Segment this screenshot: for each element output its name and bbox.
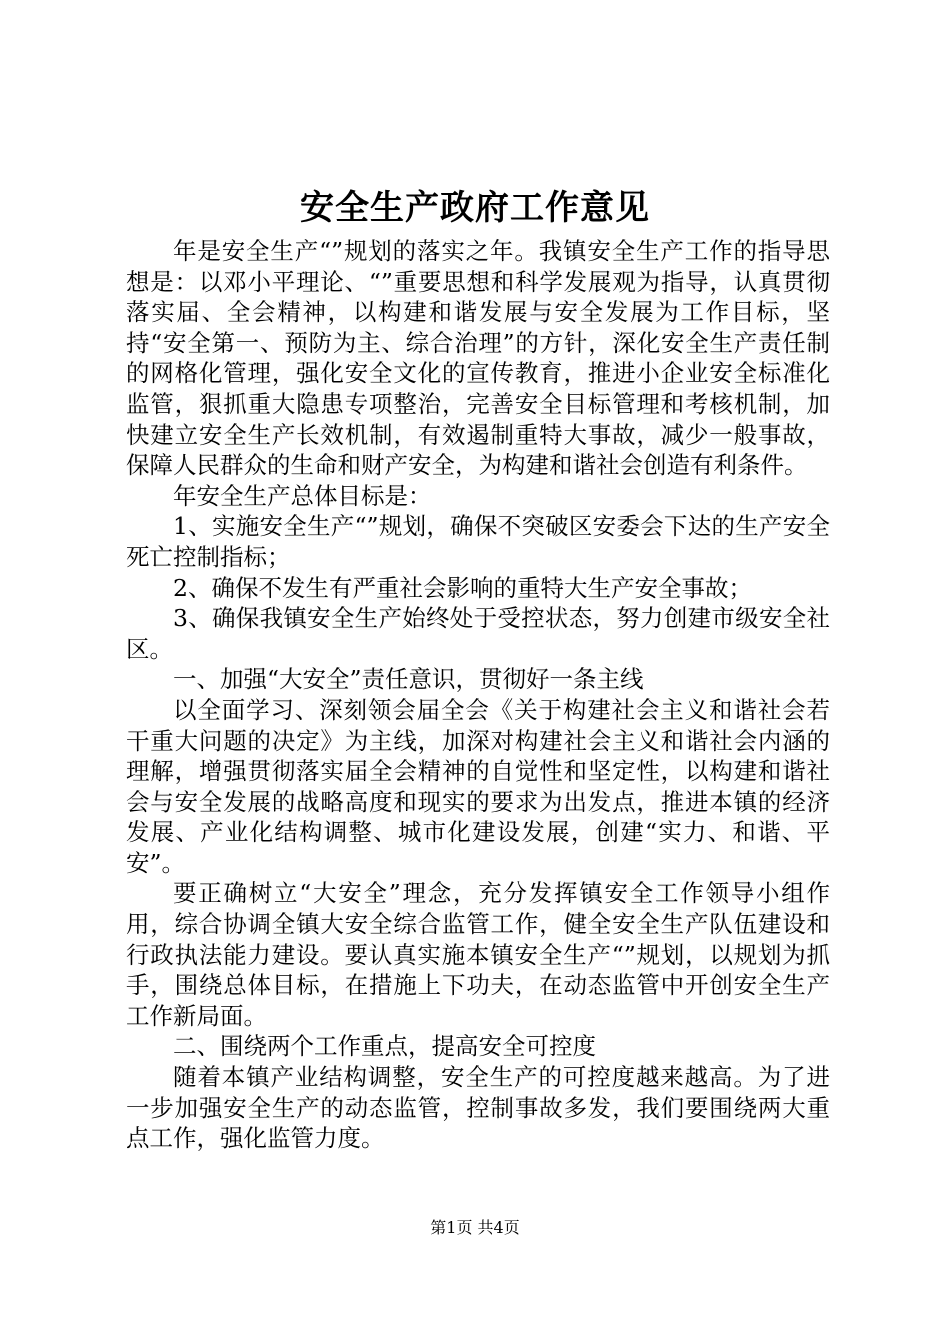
section-heading-2: 二、围绕两个工作重点，提高安全可控度 — [173, 1032, 596, 1061]
paragraph-goal-2: 2、确保不发生有严重社会影响的重特大生产安全事故； — [173, 573, 752, 602]
paragraph-guiding-thought: 年是安全生产“”规划的落实之年。我镇安全生产工作的指导思想是：以邓小平理论、“”重要思想和科学发展观为指导，认真贯彻落实届、全会精神，以构建和谐发展与安全发展为工作目标，坚持“安全第一、预防为主、综合治理”的方针，深化安全生产责任制的网格化管理，强化安全文化的宣传教育，推进小企业安全标准化监管，狠抓重大隐患专项整治，完善安全目标管理和考核机制，加快建立安全生产长效机制，有效遏制重特大事故，减少一般事故，保障人民群众的生命和财产安全，为构建和谐社会创造有利条件。 — [126, 237, 830, 480]
section-heading-1: 一、加强“大安全”责任意识，贯彻好一条主线 — [173, 665, 644, 694]
page-footer — [0, 1218, 950, 1238]
paragraph-main-line: 以全面学习、深刻领会届全会《关于构建社会主义和谐社会若干重大问题的决定》为主线，加深对构建社会主义和谐社会内涵的理解，增强贯彻落实届全会精神的自觉性和坚定性，以构建和谐社会与安全发展的战略高度和现实的要求为出发点，推进本镇的经济发展、产业化结构调整、城市化建设发展，创建“实力、和谐、平安”。 — [126, 695, 830, 877]
paragraph-goal-1: 1、实施安全生产“”规划，确保不突破区安委会下达的生产安全死亡控制指标； — [126, 512, 830, 571]
paragraph-overall-goal-intro: 年安全生产总体目标是： — [173, 481, 432, 510]
paragraph-big-safety-concept: 要正确树立“大安全”理念，充分发挥镇安全工作领导小组作用，综合协调全镇大安全综合监管工作，健全安全生产队伍建设和行政执法能力建设。要认真实施本镇安全生产“”规划，以规划为抓手，围绕总体目标，在措施上下功夫，在动态监管中开创安全生产工作新局面。 — [126, 879, 830, 1030]
page-number-label: 第1页 共4页 — [430, 1218, 520, 1237]
document-body — [126, 236, 830, 1154]
paragraph-two-key-works: 随着本镇产业结构调整，安全生产的可控度越来越高。为了进一步加强安全生产的动态监管，控制事故多发，我们要围绕两大重点工作，强化监管力度。 — [126, 1063, 830, 1153]
document-title: 安全生产政府工作意见 — [300, 188, 650, 228]
paragraph-goal-3: 3、确保我镇安全生产始终处于受控状态，努力创建市级安全社区。 — [126, 604, 830, 663]
